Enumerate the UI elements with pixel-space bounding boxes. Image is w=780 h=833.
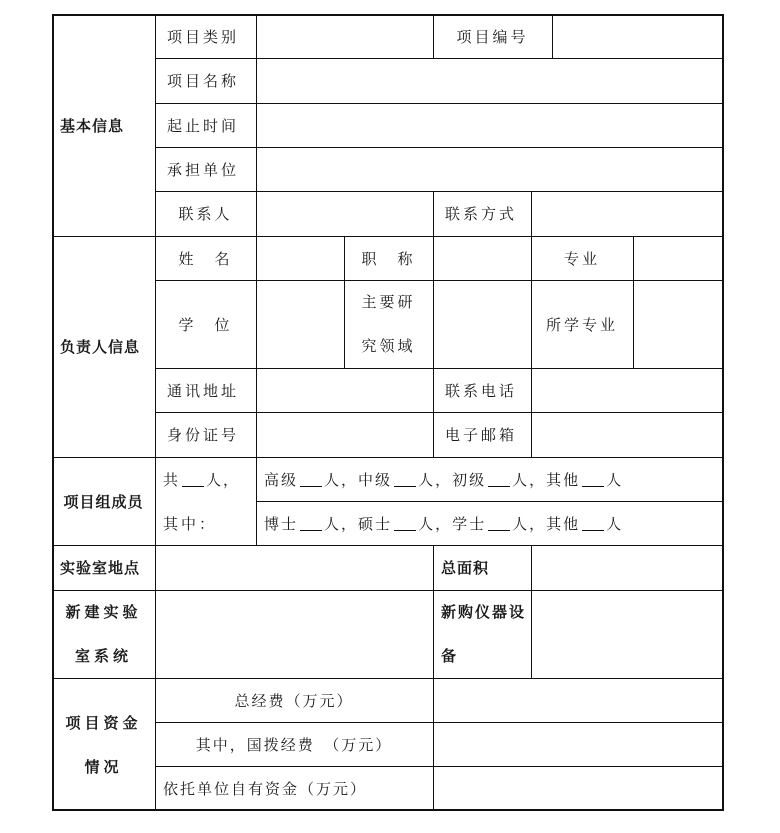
label-new-lab-line2: 室系统 — [74, 647, 132, 665]
members-of-which: 其中： — [163, 514, 218, 533]
label-email: 电子邮箱 — [445, 426, 518, 444]
field-major[interactable] — [633, 236, 724, 280]
field-new-equipment[interactable] — [531, 590, 724, 678]
members-total-suffix: 人， — [206, 470, 241, 489]
field-email[interactable] — [531, 412, 724, 457]
field-total-funds[interactable] — [433, 678, 724, 722]
label-funds-line2: 情况 — [84, 757, 123, 776]
label-new-lab-line1: 新建实验 — [65, 603, 142, 621]
separator: ， — [435, 514, 453, 533]
label-national-funds: 其中，国拨经费 （万元） — [195, 735, 393, 754]
label-unit: 承担单位 — [167, 160, 240, 179]
blank-master[interactable] — [394, 516, 416, 531]
members-total-prefix: 共 — [163, 470, 181, 489]
members-rank-row — [256, 457, 724, 501]
field-research-field[interactable] — [433, 280, 531, 368]
label-equipment-line1: 新购仪器设 — [441, 603, 527, 621]
blank-total[interactable] — [182, 472, 204, 487]
members-total — [155, 457, 256, 501]
field-phone[interactable] — [531, 368, 724, 412]
field-project-type[interactable] — [256, 14, 433, 58]
label-person: 人 — [324, 470, 342, 489]
label-other: 其他 — [546, 514, 581, 533]
field-national-funds[interactable] — [433, 722, 724, 766]
label-project-no: 项目编号 — [456, 27, 529, 46]
label-research-line1: 主要研 — [361, 293, 416, 311]
label-person: 人 — [418, 470, 436, 489]
field-unit[interactable] — [256, 147, 724, 191]
separator: ， — [341, 470, 359, 489]
label-master: 硕士 — [358, 514, 393, 533]
label-person: 人 — [512, 470, 530, 489]
label-period: 起止时间 — [167, 116, 240, 135]
label-title: 职 称 — [361, 249, 416, 268]
label-person: 人 — [418, 514, 436, 533]
blank-junior[interactable] — [488, 472, 510, 487]
blank-other-rank[interactable] — [582, 472, 604, 487]
label-funds-line1: 项目资金 — [65, 713, 142, 732]
field-self-funds[interactable] — [433, 766, 724, 811]
label-person: 人 — [512, 514, 530, 533]
field-project-no[interactable] — [552, 14, 724, 58]
label-person: 人 — [324, 514, 342, 533]
label-name: 姓 名 — [178, 249, 233, 268]
label-new-equipment — [433, 590, 531, 678]
field-period[interactable] — [256, 103, 724, 147]
label-contact: 联系人 — [178, 205, 233, 223]
label-doctor: 博士 — [264, 514, 299, 533]
label-new-lab-system — [52, 590, 155, 678]
field-contact-method[interactable] — [531, 191, 724, 236]
field-new-lab-system[interactable] — [155, 590, 433, 678]
field-studied-major[interactable] — [633, 280, 724, 368]
label-bachelor: 学士 — [452, 514, 487, 533]
label-person: 人 — [606, 470, 624, 489]
blank-middle[interactable] — [394, 472, 416, 487]
field-contact[interactable] — [256, 191, 433, 236]
label-self-funds: 依托单位自有资金（万元） — [163, 780, 368, 798]
label-studied-major: 所学专业 — [545, 315, 618, 334]
label-id-no: 身份证号 — [167, 426, 240, 444]
label-research-field — [344, 280, 433, 368]
label-person: 人 — [606, 514, 624, 533]
label-senior: 高级 — [264, 470, 299, 489]
label-lab-location: 实验室地点 — [60, 559, 141, 577]
field-degree[interactable] — [256, 280, 344, 368]
separator: ， — [529, 514, 547, 533]
members-degree-row — [256, 501, 724, 545]
blank-doctor[interactable] — [300, 516, 322, 531]
field-project-name[interactable] — [256, 58, 724, 103]
blank-bachelor[interactable] — [488, 516, 510, 531]
section-members: 项目组成员 — [63, 492, 144, 511]
field-name[interactable] — [256, 236, 344, 280]
label-total-funds: 总经费（万元） — [234, 691, 354, 710]
label-research-line2: 究领域 — [361, 337, 416, 355]
label-other: 其他 — [546, 470, 581, 489]
field-lab-location[interactable] — [155, 545, 433, 590]
field-title[interactable] — [433, 236, 531, 280]
label-junior: 初级 — [452, 470, 487, 489]
blank-other-degree[interactable] — [582, 516, 604, 531]
label-middle: 中级 — [358, 470, 393, 489]
label-major: 专业 — [563, 249, 600, 268]
label-address: 通讯地址 — [167, 381, 240, 400]
label-area: 总面积 — [441, 559, 490, 577]
section-funds — [52, 678, 155, 811]
label-contact-method: 联系方式 — [445, 205, 518, 223]
label-project-name: 项目名称 — [167, 72, 240, 90]
field-id-no[interactable] — [256, 412, 433, 457]
field-area[interactable] — [531, 545, 724, 590]
label-phone: 联系电话 — [445, 381, 518, 400]
section-leader-info: 负责人信息 — [60, 338, 141, 356]
label-equipment-line2: 备 — [441, 647, 459, 665]
separator: ， — [435, 470, 453, 489]
section-basic-info: 基本信息 — [60, 116, 125, 135]
label-degree: 学 位 — [178, 315, 233, 334]
field-address[interactable] — [256, 368, 433, 412]
separator: ， — [529, 470, 547, 489]
label-project-type: 项目类别 — [167, 27, 240, 46]
blank-senior[interactable] — [300, 472, 322, 487]
separator: ， — [341, 514, 359, 533]
